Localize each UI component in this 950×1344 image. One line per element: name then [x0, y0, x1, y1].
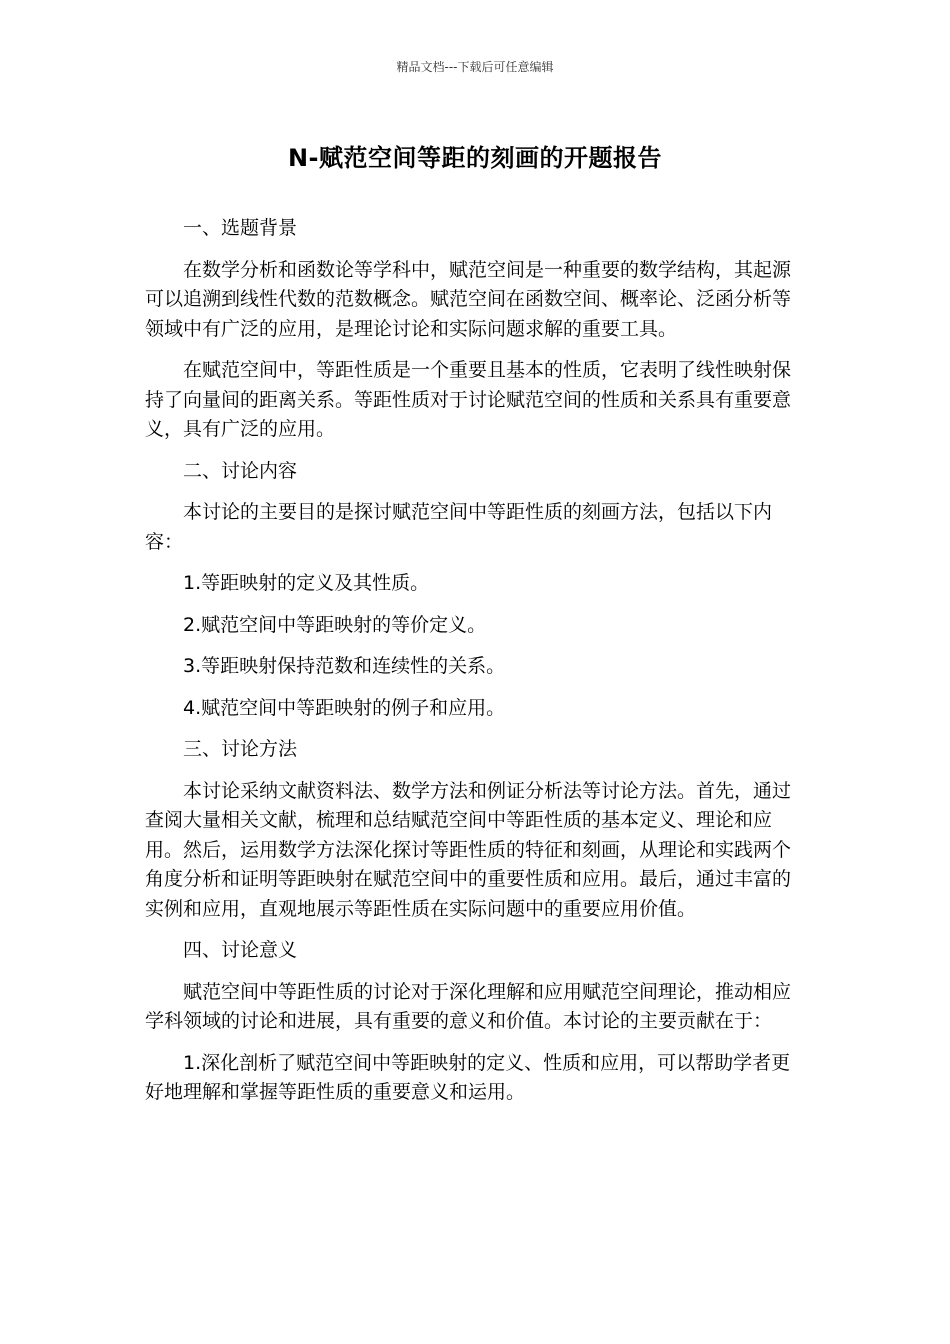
document-title: N-赋范空间等距的刻画的开题报告 [287, 144, 663, 172]
paragraph: 本讨论采纳文献资料法、数学方法和例证分析法等讨论方法。首先，通过查阅大量相关文献，梳理和总结赋范空间中等距性质的基本定义、理论和应用。然后，运用数学方法深化探讨等距性质的特征和刻画，从理论和实践两个角度分析和证明等距映射在赋范空间中的重要性质和应用。最后，通过丰富的实例和应用，直观地展示等距性质在实际问题中的重要应用价值。 [145, 779, 792, 920]
list-item: 4.赋范空间中等距映射的例子和应用。 [183, 696, 506, 719]
paragraph: 赋范空间中等距性质的讨论对于深化理解和应用赋范空间理论，推动相应学科领域的讨论和进展，具有重要的意义和价值。本讨论的主要贡献在于： [145, 980, 792, 1032]
section-heading-significance: 四、讨论意义 [183, 939, 298, 961]
section-heading-background: 一、选题背景 [183, 217, 298, 239]
paragraph: 在赋范空间中，等距性质是一个重要且基本的性质，它表明了线性映射保持了向量间的距离关系。等距性质对于讨论赋范空间的性质和关系具有重要意义，具有广泛的应用。 [145, 359, 792, 440]
section-heading-method: 三、讨论方法 [183, 738, 298, 760]
list-item: 1.深化剖析了赋范空间中等距映射的定义、性质和应用，可以帮助学者更好地理解和掌握等距性质的重要意义和运用。 [145, 1051, 791, 1103]
paragraph: 本讨论的主要目的是探讨赋范空间中等距性质的刻画方法，包括以下内容： [145, 501, 773, 553]
list-item: 3.等距映射保持范数和连续性的关系。 [183, 655, 506, 677]
list-item: 1.等距映射的定义及其性质。 [183, 572, 430, 594]
list-item: 2.赋范空间中等距映射的等价定义。 [183, 613, 487, 636]
paragraph: 在数学分析和函数论等学科中，赋范空间是一种重要的数学结构，其起源可以追溯到线性代数的范数概念。赋范空间在函数空间、概率论、泛函分析等领域中有广泛的应用，是理论讨论和实际问题求解的重要工具。 [145, 258, 792, 340]
section-heading-content: 二、讨论内容 [183, 459, 298, 482]
document-body [145, 214, 805, 1120]
page-header-note: 精品文档---下载后可任意编辑 [396, 60, 554, 74]
